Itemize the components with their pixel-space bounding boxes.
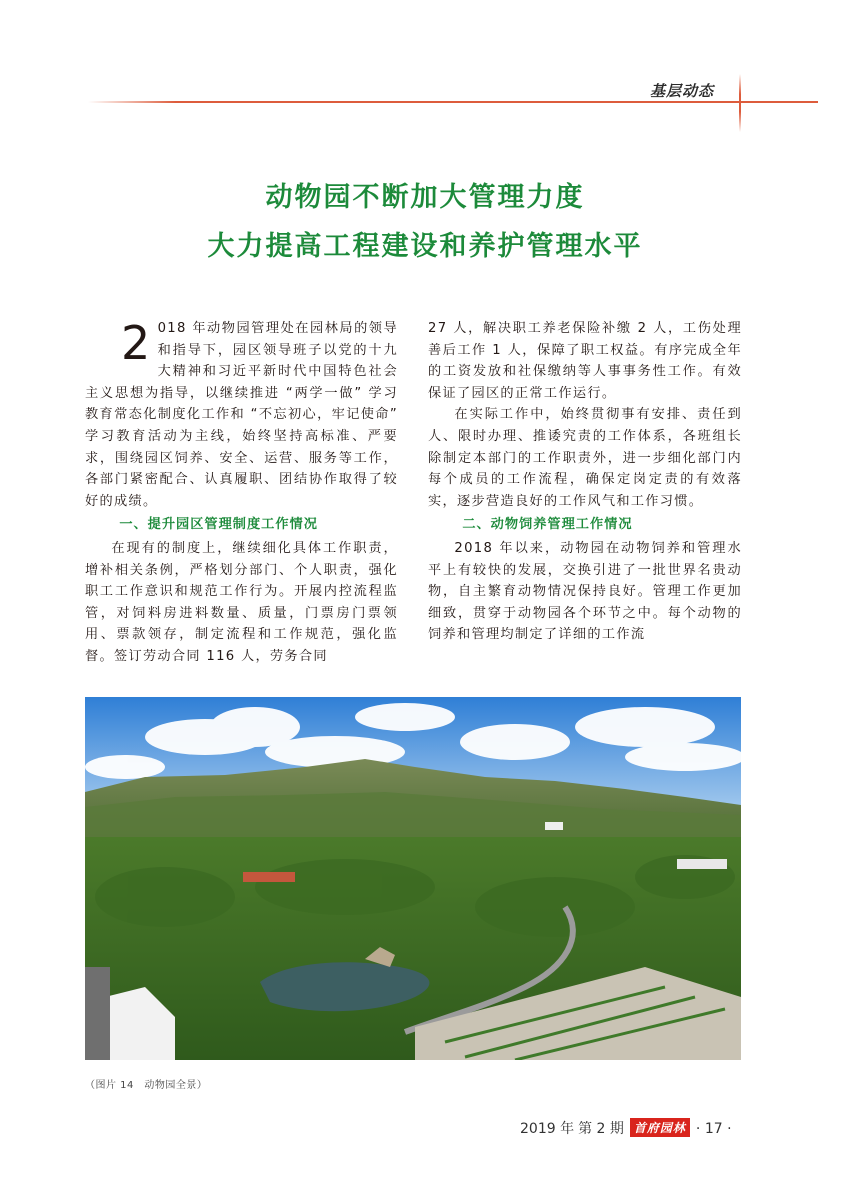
magazine-logo: 首府园林 bbox=[630, 1118, 690, 1137]
paragraph-intro-text: 018 年动物园管理处在园林局的领导和指导下，园区领导班子以党的十九大精神和习近平新时代中国特色社会主义思想为指导，以继续推进 “两学一做” 学习教育常态化制度化工作和 “不忘初心，牢记使命” 学习教育活动为主线，始终坚持高标准、严要求，围绕园区饲养、安全、运营、服务等工作，各部门紧密配合、认真履职、团结协作取得了较好的成绩。 bbox=[85, 321, 398, 509]
section-heading-2: 二、动物饲养管理工作情况 bbox=[462, 517, 633, 533]
left-column bbox=[85, 318, 398, 668]
paragraph-3: 在实际工作中，始终贯彻事有安排、责任到人、限时办理、推诿究责的工作体系，各班组长除制定本部门的工作职责外，进一步细化部门内每个成员的工作流程，确保定岗定责的有效落实，逐步营造良好的工作风气和工作习惯。 bbox=[428, 407, 742, 509]
page-number: · 17 · bbox=[695, 1121, 732, 1137]
article-title-line2: 大力提高工程建设和养护管理水平 bbox=[207, 231, 643, 262]
dropcap: 2 bbox=[121, 316, 152, 370]
section-tag: 基层动态 bbox=[650, 82, 715, 100]
footer-issue: 第 2 期 bbox=[578, 1121, 624, 1137]
paragraph-2-continued: 27 人，解决职工养老保险补缴 2 人，工伤处理善后工作 1 人，保障了职工权益。有序完成全年的工资发放和社保缴纳等人事事务性工作。有效保证了园区的正常工作运行。 bbox=[428, 321, 742, 401]
paragraph-2: 在现有的制度上，继续细化具体工作职责，增补相关条例，严格划分部门、个人职责，强化职工工作意识和规范工作行为。开展内控流程监管，对饲料房进料数量、质量，门票房门票领用、票款领存，制定流程和工作规范，强化监督。签订劳动合同 116 人，劳务合同 bbox=[85, 540, 398, 664]
photo-caption: （图片 14 动物园全景） bbox=[85, 1080, 208, 1091]
zoo-panorama-photo bbox=[85, 697, 741, 1060]
header-rule bbox=[88, 101, 818, 103]
article-title-line1: 动物园不断加大管理力度 bbox=[265, 182, 585, 213]
section-heading-1: 一、提升园区管理制度工作情况 bbox=[119, 517, 318, 533]
footer-year: 2019 年 bbox=[520, 1121, 575, 1137]
page-footer bbox=[520, 1118, 732, 1138]
paragraph-4: 2018 年以来，动物园在动物饲养和管理水平上有较快的发展，交换引进了一批世界名贵动物，自主繁育动物情况保持良好。管理工作更加细致，贯穿于动物园各个环节之中。每个动物的饲养和管理均制定了详细的工作流 bbox=[428, 540, 742, 643]
right-column bbox=[428, 318, 742, 646]
paragraph-intro bbox=[85, 318, 398, 512]
header-vertical-rule bbox=[739, 74, 741, 132]
